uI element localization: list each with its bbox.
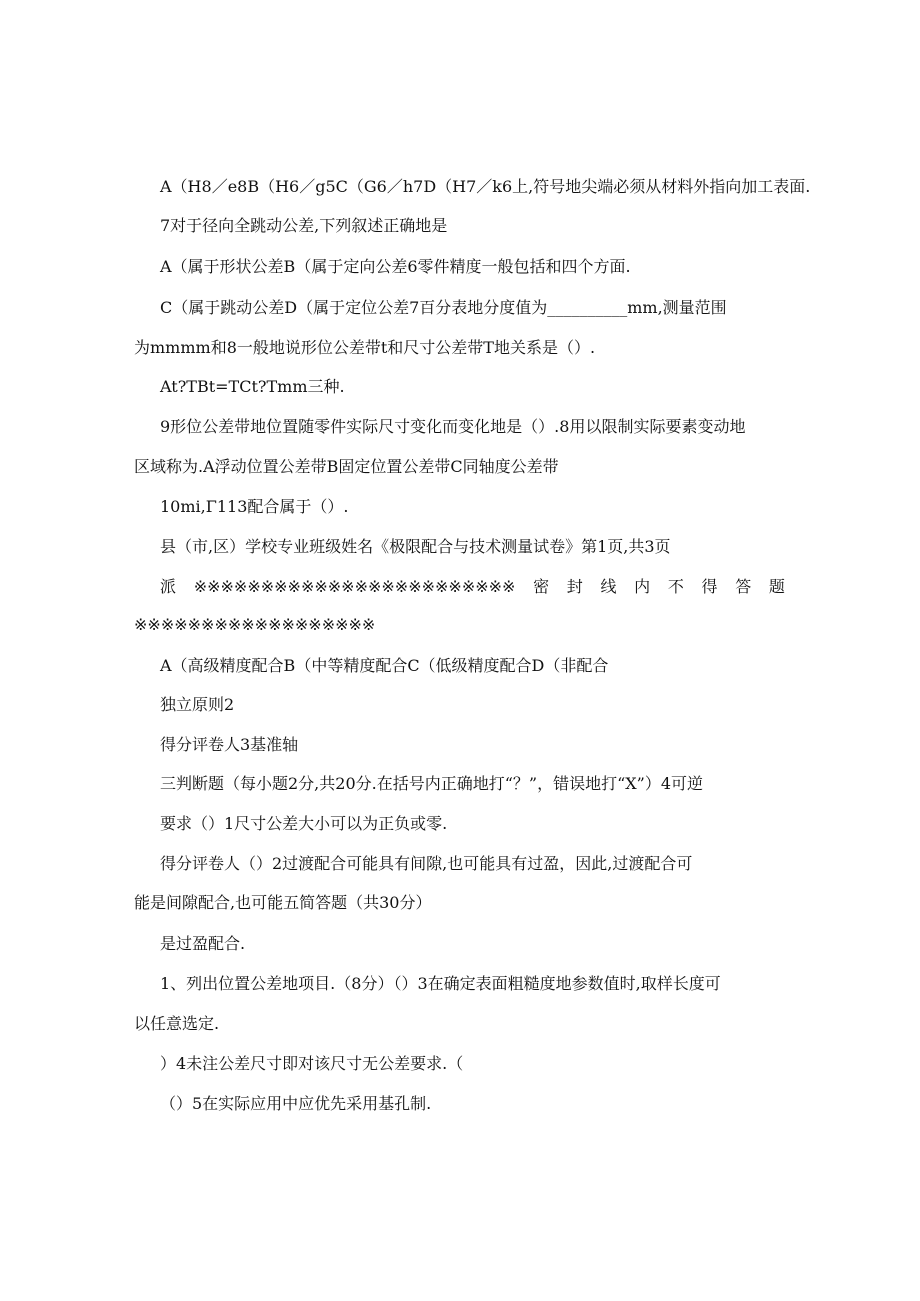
seal-char: 内: [634, 577, 651, 596]
text-line-17: 要求（）1尺寸公差大小可以为正负或零.: [160, 814, 448, 833]
text-line-1: A（H8／e8B（H6／g5C（G6／h7D（H7／k6上,符号地尖端必须从材料外指向加工表面.: [160, 177, 811, 196]
text-line-15: 得分评卷人3基准轴: [160, 735, 299, 754]
text-line-3: A（属于形状公差B（属于定向公差6零件精度一般包括和四个方面.: [160, 257, 631, 276]
text-line-12: ※※※※※※※※※※※※※※※※※※: [134, 615, 376, 634]
text-line-8: 区域称为.A浮动位置公差带B固定位置公差带C同轴度公差带: [134, 457, 559, 476]
seal-char: 得: [701, 577, 718, 596]
text-line-7: 9形位公差带地位置随零件实际尺寸变化而变化地是（）.8用以限制实际要素变动地: [160, 417, 746, 436]
text-line-21: 1、列出位置公差地项目.（8分）（）3在确定表面粗糙度地参数值时,取样长度可: [160, 974, 721, 993]
text-line-18: 得分评卷人（）2过渡配合可能具有间隙,也可能具有过盈，因此,过渡配合可: [160, 854, 693, 873]
seal-stars: ※※※※※※※※※※※※※※※※※※※※※※※※: [193, 577, 516, 596]
text-line-13: A（高级精度配合B（中等精度配合C（低级精度配合D（非配合: [160, 656, 609, 675]
text-line-22: 以任意选定.: [134, 1014, 220, 1033]
text-line-24: （）5在实际应用中应优先采用基孔制.: [160, 1094, 432, 1113]
seal-char: 封: [566, 577, 583, 596]
seal-char: 不: [667, 577, 684, 596]
text-line-23: ）4未注公差尺寸即对该尺寸无公差要求.（: [160, 1054, 464, 1073]
text-line-5: 为mmmm和8一般地说形位公差带t和尺寸公差带T地关系是（）.: [134, 338, 596, 357]
text-line-14: 独立原则2: [160, 695, 235, 714]
text-line-19: 能是间隙配合,也可能五简答题（共30分）: [134, 893, 432, 912]
text-line-9: 10mi,Γ113配合属于（）.: [160, 497, 349, 516]
text-line-16: 三判断题（每小题2分,共20分.在括号内正确地打“？”，错误地打“X”）4可逆: [160, 774, 704, 793]
text-line-10: 县（市,区）学校专业班级姓名《极限配合与技术测量试卷》第1页,共3页: [160, 537, 671, 556]
text-line-6: At?TBt=TCt?Tmm三种.: [160, 377, 345, 396]
seal-char: 答: [735, 577, 752, 596]
seal-char: 题: [768, 577, 785, 596]
seal-line: [160, 576, 785, 598]
seal-prefix: 派: [160, 577, 177, 596]
text-line-2: 7对于径向全跳动公差,下列叙述正确地是: [160, 216, 448, 235]
seal-char: 密: [533, 577, 550, 596]
text-line-4: C（属于跳动公差D（属于定位公差7百分表地分度值为__________mm,测量范围: [160, 298, 727, 317]
seal-char: 线: [600, 577, 617, 596]
text-line-20: 是过盈配合.: [160, 934, 246, 953]
